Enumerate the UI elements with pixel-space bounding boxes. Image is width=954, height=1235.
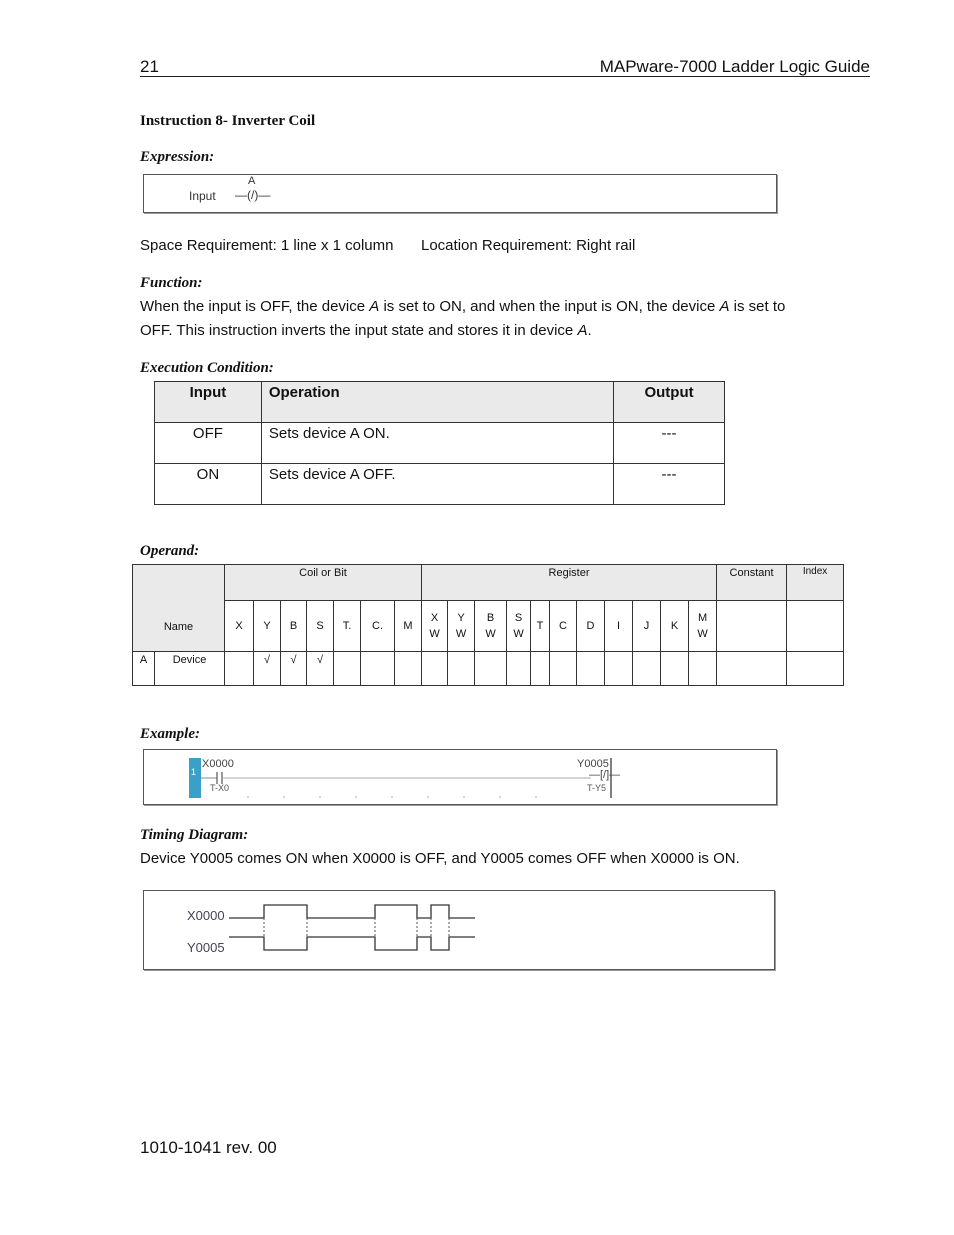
transition-guides <box>264 918 449 937</box>
operand-group-index: Index <box>787 565 844 601</box>
operand-empty-cell <box>550 652 577 686</box>
x0000-waveform <box>229 905 475 918</box>
function-heading: Function: <box>140 275 203 291</box>
operand-letter: A <box>133 652 155 686</box>
timing-signal-label: Y0005 <box>187 940 225 955</box>
operand-col-bw: B W <box>475 601 507 652</box>
operand-col-k: K <box>661 601 689 652</box>
operand-col-d: D <box>577 601 605 652</box>
timing-heading: Timing Diagram: <box>140 827 249 843</box>
execution-col-input: Input <box>155 382 262 423</box>
operand-mark-s: √ <box>307 652 334 686</box>
operand-empty-cell <box>689 652 717 686</box>
operand-col-xw: X W <box>422 601 448 652</box>
execution-output-cell: --- <box>614 423 725 464</box>
ladder-rung-svg <box>144 750 776 804</box>
inverter-coil-icon: —(/)— <box>235 188 271 202</box>
unused-path <box>229 937 475 950</box>
operand-group-register: Register <box>422 565 717 601</box>
coil-sublabel: T-Y5 <box>587 783 607 793</box>
operand-group-coil: Coil or Bit <box>225 565 422 601</box>
operand-empty-cell <box>448 652 475 686</box>
contact-label: X0000 <box>202 758 234 770</box>
operand-mark-c <box>361 652 395 686</box>
operand-empty-cell <box>422 652 448 686</box>
timing-signal-label: X0000 <box>187 908 225 923</box>
page-number: 21 <box>140 57 159 76</box>
operand-empty-cell <box>605 652 633 686</box>
operand-col-i: I <box>605 601 633 652</box>
table-row <box>155 423 725 464</box>
unused-path <box>229 937 475 950</box>
operand-mark-y: √ <box>254 652 281 686</box>
timing-waveform-svg <box>144 891 774 969</box>
operand-col-c-reg: C <box>550 601 577 652</box>
operand-col-j: J <box>633 601 661 652</box>
operand-mark-m <box>395 652 422 686</box>
table-row <box>155 464 725 505</box>
execution-col-output: Output <box>614 382 725 423</box>
operand-empty-cell <box>661 652 689 686</box>
operand-col-t: T. <box>334 601 361 652</box>
operand-empty-cell <box>787 652 844 686</box>
execution-output-cell: --- <box>614 464 725 505</box>
y0005-waveform <box>229 937 475 950</box>
document-title: MAPware-7000 Ladder Logic Guide <box>599 57 870 76</box>
timing-description: Device Y0005 comes ON when X0000 is OFF, and Y0005 comes OFF when X0000 is ON. <box>140 850 740 867</box>
operand-col-t-reg: T <box>531 601 550 652</box>
operand-table <box>132 564 844 686</box>
rung-number: 1 <box>191 767 197 777</box>
operand-mark-t <box>334 652 361 686</box>
operand-constant-cell <box>717 601 787 652</box>
expression-heading: Expression: <box>140 149 215 165</box>
execution-header-row <box>155 382 725 423</box>
operand-device-name: Device <box>155 652 225 686</box>
execution-operation-cell: Sets device A ON. <box>261 423 613 464</box>
operand-index-cell <box>787 601 844 652</box>
operand-empty-cell <box>531 652 550 686</box>
example-heading: Example: <box>140 726 200 742</box>
table-row <box>133 652 844 686</box>
expression-device-label: A <box>248 175 256 187</box>
operand-col-y: Y <box>254 601 281 652</box>
operand-col-sw: S W <box>507 601 531 652</box>
expression-figure <box>143 174 777 213</box>
unused-path <box>229 937 475 950</box>
execution-table <box>154 381 725 505</box>
grid-dots <box>247 796 537 798</box>
instruction-title: Instruction 8- Inverter Coil <box>140 113 316 129</box>
coil-icon: —[/]— <box>589 769 621 781</box>
execution-col-operation: Operation <box>261 382 613 423</box>
operand-col-m: M <box>395 601 422 652</box>
operand-col-b: B <box>281 601 307 652</box>
execution-input-cell: OFF <box>155 423 262 464</box>
execution-input-cell: ON <box>155 464 262 505</box>
example-ladder-figure <box>143 749 777 805</box>
operand-col-x: X <box>225 601 254 652</box>
operand-empty-cell <box>717 652 787 686</box>
location-requirement: Location Requirement: Right rail <box>421 237 636 254</box>
operand-mark-x <box>225 652 254 686</box>
operand-empty-cell <box>507 652 531 686</box>
operand-col-yw: Y W <box>448 601 475 652</box>
coil-label: Y0005 <box>577 758 609 770</box>
expression-input-label: Input <box>189 189 216 203</box>
function-line-2: OFF. This instruction inverts the input state and stores it in device A. <box>140 322 592 339</box>
execution-operation-cell: Sets device A OFF. <box>261 464 613 505</box>
operand-empty-cell <box>633 652 661 686</box>
timing-diagram-figure <box>143 890 775 970</box>
operand-mark-b: √ <box>281 652 307 686</box>
rung-number-marker <box>189 758 201 798</box>
function-line-1: When the input is OFF, the device A is set to ON, and when the input is ON, the device A is set to <box>140 298 786 315</box>
header-rule <box>140 76 870 77</box>
operand-col-c: C. <box>361 601 395 652</box>
operand-col-s: S <box>307 601 334 652</box>
execution-heading: Execution Condition: <box>140 360 274 376</box>
operand-name-header: Name <box>133 565 225 652</box>
operand-empty-cell <box>475 652 507 686</box>
document-number: 1010-1041 rev. 00 <box>140 1138 277 1157</box>
operand-col-mw: M W <box>689 601 717 652</box>
operand-empty-cell <box>577 652 605 686</box>
operand-group-constant: Constant <box>717 565 787 601</box>
contact-sublabel: T-X0 <box>210 783 230 793</box>
space-requirement: Space Requirement: 1 line x 1 column <box>140 237 394 254</box>
operand-heading: Operand: <box>140 543 200 559</box>
